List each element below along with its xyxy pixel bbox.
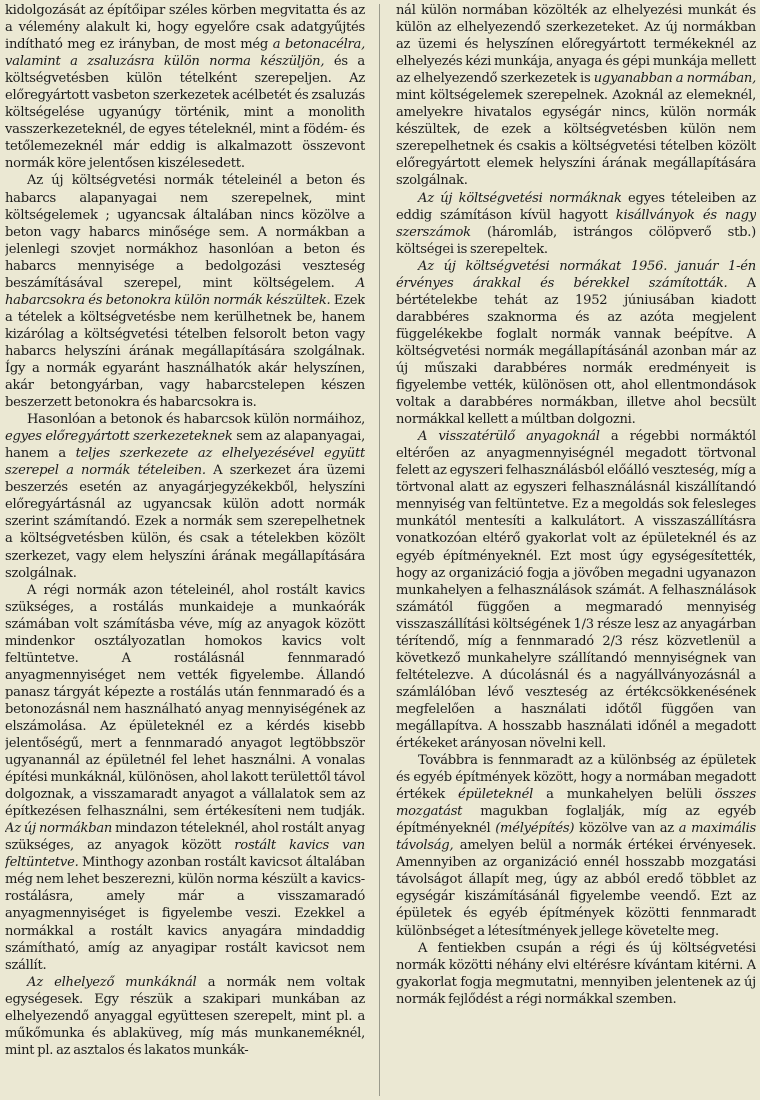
emphasized-text: A habarcsokra és betonokra külön normák készültek. bbox=[5, 275, 365, 308]
text-run: a munkahelyen belüli bbox=[533, 787, 715, 803]
emphasized-text: rostált kavics van feltüntetve. bbox=[5, 838, 365, 871]
text-column-left bbox=[5, 2, 365, 1096]
text-run: egyes tételeiben az eddig számításon kívül hagyott bbox=[396, 190, 756, 223]
emphasized-text: a maximális távolság, bbox=[396, 821, 756, 854]
text-run: és a költségvetésben külön tételként szerepeljen. Az előregyártott vasbeton szerkezetek acélbetét és zsaluzás költségelése ugyanúgy történik, mint a monolith vasszerkezeteknél, de egyes tételeknél, mint a födém- és tetőlemezeknél már eddig is alkalmazott összevont normák köre jelentősen kiszélesedett. bbox=[5, 54, 365, 172]
text-run: Az új költségvetési normák tételeinél a beton és habarcs alapanyagai nem szerepelnek, mint költségelemek ; ugyancsak általában nincs közölve a beton vagy habarcs minősége sem. A normákban a jelenlegi szovjet normákhoz hasonlóan a beton és habarcs mennyisége a bedolgozási veszteség beszámításával szerepel, mint költségelem. bbox=[5, 173, 365, 291]
text-run: Minthogy azonban rostált kavicsot általában még nem lehet beszerezni, külön norma készült a kavics-rostálásra, amely már a visszamaradó anyagmennyiséget is figyelembe veszi. Ezekkel a normákkal a rostált kavics anyagára mindaddig számítható, amíg az anyagipar rostált kavicsot nem szállít. bbox=[5, 855, 365, 973]
text-run: a normák nem voltak egységesek. Egy részük a szakipari munkában az elhelyezendő anyaggal együttesen szerepelt, mint pl. a műkőmunka és ablaküveg, míg más munkaneméknél, mint pl. az asztalos és lakatos munkák- bbox=[5, 974, 365, 1058]
paragraph bbox=[5, 974, 365, 1059]
emphasized-text: Az elhelyező munkáknál bbox=[27, 974, 197, 990]
text-run: nál külön normában közölték az elhelyezési munkát és külön az elhelyezendő szerkezeteket. Az új normákban az üzemi és helyszínen előregyártott termékeknél az elhelyezés kézi munkája, anyaga és gépi munkája mellett az elhelyezendő szerkezetek is bbox=[396, 3, 756, 87]
text-run: A bértételekbe tehát az 1952 júniusában kiadott darabbéres szaknorma és az azóta megjelent függelékekbe foglalt normák vannak beépítve. A költségvetési normák megállapításánál azonban már az új műszaki darabbéres normák eredményeit is figyelembe vették, különösen ott, ahol ellentmondások voltak a darabbéres normákban, illetve ahol becsült normákkal kellett a múltban dolgozni. bbox=[396, 275, 756, 428]
emphasized-text: (mélyépítés) bbox=[495, 821, 575, 837]
paragraph bbox=[5, 411, 365, 581]
text-run: (háromláb, istrángos cölöpverő stb.) költségei is szerepeltek. bbox=[396, 224, 756, 257]
emphasized-text: A visszatérülő anyagoknál bbox=[418, 429, 600, 445]
text-run: sem az alapanyagai, hanem a bbox=[5, 429, 365, 462]
text-run: A régi normák azon tételeinél, ahol rostált kavics szükséges, a rostálás munkaideje a munkaórák számában volt számításba véve, míg az anyagok között mindenkor osztályozatlan homokos kavics volt feltüntetve. A rostálásnál fennmaradó anyagmennyiséget nem vették figyelembe. Állandó panasz tárgyát képezte a rostálás után fennmaradó és a betonozásnál nem használható anyag mennyiségének az elszámolása. Az épületeknél ez a kérdés kisebb jelentőségű, mert a fennmaradó anyagot legtöbbször ugyanannál az épületnél fel lehet használni. A vonalas építési munkáknál, különösen, ahol lakott területtől távol dolgoznak, a visszamaradt anyagot a vállalatok sem az építkezésen felhasználni, sem értékesíteni nem tudják. bbox=[5, 582, 365, 820]
text-run: Hasonlóan a betonok és habarcsok külön normáihoz, bbox=[27, 412, 365, 428]
text-run: mint költségelemek szerepelnek. Azoknál az elemeknél, amelyekre hivatalos egységár nincs, külön normák készültek, de ezek a költségvetésben külön nem szerepelhetnek és csakis a költségvetési tételben közölt előregyártott elemek helyszíni árának megállapítására szolgálnak. bbox=[396, 88, 756, 189]
text-run: a régebbi normáktól eltérően az anyagmennyiségnél megadott törtvonal felett az egyszeri felhasználásból előálló veszteség, míg a törtvonal alatt az egyszeri felhasználásnál kiszállítandó mennyiség van feltüntetve. Ez a megoldás sok felesleges munkától mentesíti a kalkulátort. A visszaszállításra vonatkozóan eltérő gyakorlat volt az épületeknél és az egyéb építményeknél. Ezt most úgy egységesítették, hogy az organizáció fogja a jövőben megadni ugyanazon munkahelyen a felhasználások számát. A felhasználások számától függően a megmaradó mennyiség visszaszállítási költségének 1/3 része lesz az anyagárban térítendő, míg a fennmaradó 2/3 rész közvetlenül a következő munkahelyre szállítandó mennyiségnek van feltételezve. A dúcolásnál és a nagyállványozásnál a számlálóban lévő veszteség az értékcsökkenésének megfelelően a használati időtől függően van megállapítva. A hosszabb használati időnél a megadott értékeket arányosan növelni kell. bbox=[396, 429, 756, 752]
paragraph bbox=[396, 940, 756, 1008]
paragraph bbox=[5, 2, 365, 172]
column-divider bbox=[379, 4, 380, 1096]
paragraph bbox=[396, 2, 756, 190]
emphasized-text: Az új költségvetési normáknak bbox=[418, 190, 622, 206]
text-run: közölve van az bbox=[574, 821, 679, 837]
emphasized-text: épületeknél bbox=[457, 787, 534, 803]
paragraph bbox=[396, 752, 756, 940]
text-run: Ezek a tételek a költségvetésbe nem kerülhetnek be, hanem kizárólag a költségvetési tételben felsorolt beton vagy habarcs helyszíni árának megállapítására szolgálnak. Így a normák egyaránt használhatók akár helyszínen, akár betongyárban, vagy habarcstelepen készen beszerzett betonokra és habarcsokra is. bbox=[5, 292, 365, 411]
text-run: amelyen belül a normák értékei érvényesek. Amennyiben az organizáció ennél hosszabb mozgatási távolságot állapít meg, úgy az abból eredő többlet az egységár kiszámításánál figyelembe veendő. Ezt az épületek és egyéb építmények közötti fennmaradt különbséget a létesítmények jellege követelte meg. bbox=[396, 838, 756, 939]
emphasized-text: a betonacélra, valamint a zsaluzásra külön norma készüljön, bbox=[5, 37, 365, 70]
text-run: kidolgozását az építőipar széles körben megvitatta és az a vélemény alakult ki, hogy egyelőre csak adatgyűjtés indítható meg ez irányban, de most még bbox=[5, 3, 365, 53]
emphasized-text: egyes előregyártott szerkezeteknek bbox=[5, 429, 233, 445]
text-run: mindazon tételeknél, ahol rostált anyag szükséges, az anyagok között bbox=[5, 821, 365, 854]
text-run: Továbbra is fennmaradt az a különbség az épületek és egyéb építmények között, hogy a normában megadott értékek bbox=[396, 753, 756, 803]
emphasized-text: ugyanabban a normában, bbox=[593, 71, 756, 87]
emphasized-text: összes mozgatást bbox=[396, 787, 756, 820]
paragraph bbox=[396, 190, 756, 258]
emphasized-text: Az új normákban bbox=[5, 821, 113, 837]
text-run: A szerkezet ára üzemi beszerzés esetén az anyagárjegyzékekből, helyszíni előregyártásnál az ugyancsak külön adott normák szerint számítandó. Ezek a normák sem szerepelhetnek a költségvetésben külön, és csak a tételekben közölt szerkezet, vagy elem helyszíni árának megállapítására szolgálnak. bbox=[5, 463, 365, 581]
paragraph bbox=[396, 258, 756, 428]
emphasized-text: Az új költségvetési normákat 1956. január 1-én érvényes árakkal és bérekkel számították. bbox=[396, 258, 756, 291]
paragraph bbox=[5, 582, 365, 974]
paragraph bbox=[5, 172, 365, 411]
emphasized-text: kisállványok és nagy szerszámok bbox=[396, 207, 756, 240]
text-run: A fentiekben csupán a régi és új költségvetési normák közötti néhány elvi eltérésre kívántam kitérni. A gyakorlat fogja megmutatni, mennyiben jelentenek az új normák fejlődést a régi normákkal szemben. bbox=[396, 940, 756, 1007]
text-run: magukban foglalják, míg az egyéb építményeknél bbox=[396, 804, 756, 837]
text-column-right bbox=[396, 2, 756, 1096]
paragraph bbox=[396, 428, 756, 752]
emphasized-text: teljes szerkezete az elhelyezésével együtt szerepel a normák tételeiben. bbox=[5, 446, 365, 479]
